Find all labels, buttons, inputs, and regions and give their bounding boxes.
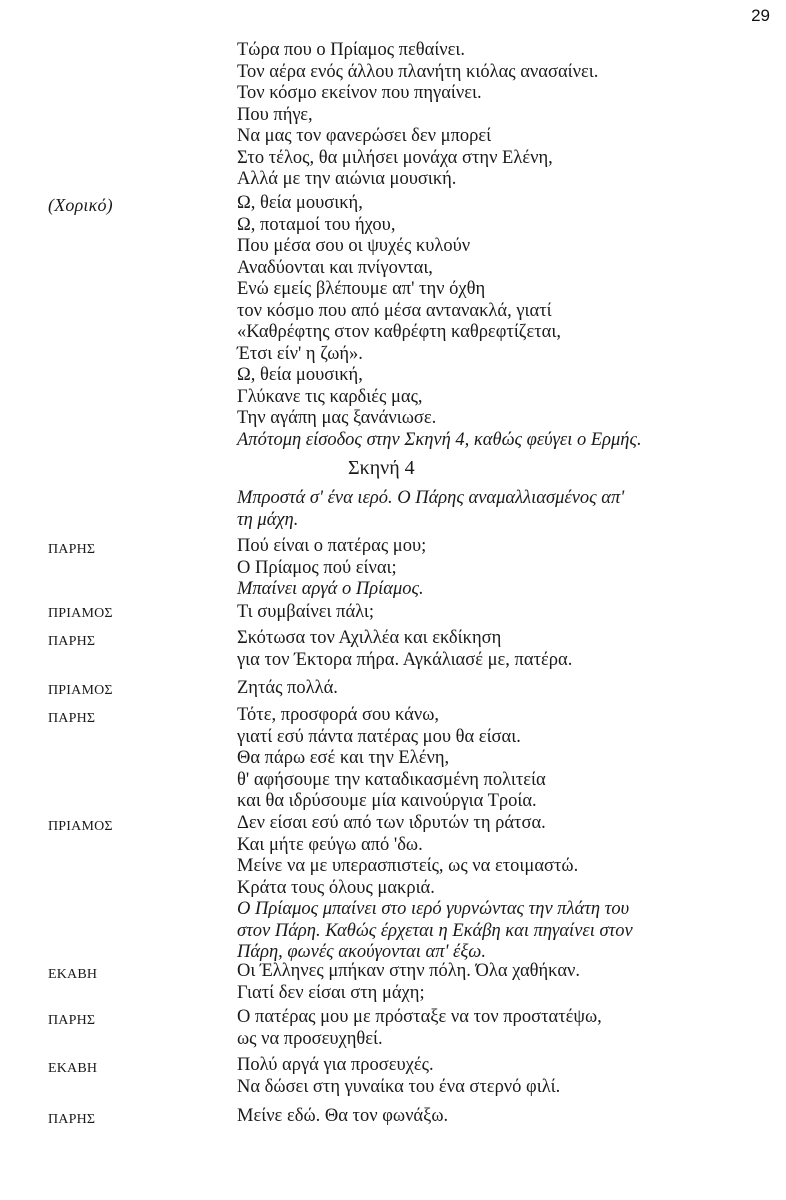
verse-line: και θα ιδρύσουμε μία καινούργια Τροία. bbox=[237, 791, 537, 811]
stage-direction-line: τη μάχη. bbox=[237, 509, 299, 530]
verse-line: Αλλά με την αιώνια μουσική. bbox=[237, 169, 457, 189]
verse-line: Γλύκανε τις καρδιές μας, bbox=[237, 386, 423, 407]
verse-line: γιατί εσύ πάντα πατέρας μου θα είσαι. bbox=[237, 726, 521, 747]
verse-line: Ω, θεία μουσική, bbox=[237, 193, 363, 213]
speaker-name: ΠΡΙΑΜΟΣ bbox=[48, 683, 113, 698]
dialogue-lines bbox=[237, 536, 426, 601]
verse-line: Να μας τον φανερώσει δεν μπορεί bbox=[237, 126, 492, 146]
speaker-name: ΠΡΙΑΜΟΣ bbox=[48, 819, 113, 834]
verse-line: Στο τέλος, θα μιλήσει μονάχα στην Ελένη, bbox=[237, 147, 553, 168]
verse-line: «Καθρέφτης στον καθρέφτη καθρεφτίζεται, bbox=[237, 322, 561, 342]
verse-line: για τον Έκτορα πήρα. Αγκάλιασέ με, πατέρα. bbox=[237, 649, 573, 670]
verse-line: Που μέσα σου οι ψυχές κυλούν bbox=[237, 236, 471, 256]
verse-line: Τον κόσμο εκείνον που πηγαίνει. bbox=[237, 83, 482, 103]
speaker-name: ΠΑΡΗΣ bbox=[48, 542, 96, 557]
verse-line: Να δώσει στη γυναίκα του ένα στερνό φιλί. bbox=[237, 1076, 561, 1097]
speaker-name: ΠΑΡΗΣ bbox=[48, 1013, 96, 1028]
verse-line: Ο Πρίαμος πού είναι; bbox=[237, 557, 397, 578]
verse-line: Μείνε εδώ. Θα τον φωνάξω. bbox=[237, 1106, 449, 1126]
dialogue-lines bbox=[237, 628, 572, 671]
dialogue-lines bbox=[237, 813, 633, 964]
verse-line: Τον αέρα ενός άλλου πλανήτη κιόλας ανασαίνει. bbox=[237, 61, 599, 82]
verse-line: Και μήτε φεύγω από 'δω. bbox=[237, 834, 423, 855]
verse-line: Ο πατέρας μου με πρόσταξε να τον προστατέψω, bbox=[237, 1007, 602, 1027]
dialogue-lines bbox=[237, 602, 374, 624]
verse-line: Γιατί δεν είσαι στη μάχη; bbox=[237, 982, 425, 1003]
speaker-name: ΠΑΡΗΣ bbox=[48, 1112, 96, 1127]
dialogue-lines bbox=[237, 705, 546, 813]
dialogue-lines bbox=[237, 961, 580, 1004]
verse-line: Σκότωσα τον Αχιλλέα και εκδίκηση bbox=[237, 628, 502, 648]
verse-line: Πολύ αργά για προσευχές. bbox=[237, 1055, 434, 1075]
dialogue-lines bbox=[237, 1055, 560, 1098]
dialogue-lines bbox=[237, 678, 338, 700]
dialogue-lines bbox=[237, 193, 642, 451]
stage-direction-line: Πάρη, φωνές ακούγονται απ' έξω. bbox=[237, 942, 486, 962]
stage-direction-line: Ο Πρίαμος μπαίνει στο ιερό γυρνώντας την πλάτη του bbox=[237, 899, 630, 919]
page-number: 29 bbox=[751, 6, 770, 25]
verse-line: Τότε, προσφορά σου κάνω, bbox=[237, 705, 440, 725]
verse-line: Που πήγε, bbox=[237, 104, 313, 125]
scene-title: Σκηνή 4 bbox=[348, 457, 415, 479]
verse-line: ως να προσευχηθεί. bbox=[237, 1028, 383, 1049]
verse-line: θ' αφήσουμε την καταδικασμένη πολιτεία bbox=[237, 769, 546, 790]
verse-line: Θα πάρω εσέ και την Ελένη, bbox=[237, 748, 450, 768]
stage-direction-line: Μπροστά σ' ένα ιερό. Ο Πάρης αναμαλλιασμένος απ' bbox=[237, 488, 625, 508]
verse-line: Πού είναι ο πατέρας μου; bbox=[237, 536, 427, 556]
dialogue-lines bbox=[237, 1106, 448, 1128]
verse-line: Την αγάπη μας ξανάνιωσε. bbox=[237, 408, 437, 428]
verse-line: Τι συμβαίνει πάλι; bbox=[237, 602, 375, 622]
verse-line: Δεν είσαι εσύ από των ιδρυτών τη ράτσα. bbox=[237, 813, 546, 833]
speaker-name: ΕΚΑΒΗ bbox=[48, 967, 98, 982]
dialogue-lines bbox=[237, 1007, 602, 1050]
verse-line: Ενώ εμείς βλέπουμε απ' την όχθη bbox=[237, 279, 486, 299]
speaker-name: ΠΡΙΑΜΟΣ bbox=[48, 606, 113, 621]
dialogue-lines bbox=[237, 40, 598, 191]
verse-line: Κράτα τους όλους μακριά. bbox=[237, 877, 435, 898]
verse-line: Έτσι είν' η ζωή». bbox=[237, 343, 363, 364]
verse-line: Ω, θεία μουσική, bbox=[237, 365, 363, 385]
verse-line: Αναδύονται και πνίγονται, bbox=[237, 257, 433, 278]
stage-direction-line: Μπαίνει αργά ο Πρίαμος. bbox=[237, 579, 424, 599]
stage-direction-line: στον Πάρη. Καθώς έρχεται η Εκάβη και πηγαίνει στον bbox=[237, 920, 633, 941]
verse-line: Μείνε να με υπερασπιστείς, ως να ετοιμαστώ. bbox=[237, 856, 579, 876]
verse-line: Οι Έλληνες μπήκαν στην πόλη. Όλα χαθήκαν. bbox=[237, 961, 581, 981]
speaker-name: ΠΑΡΗΣ bbox=[48, 634, 96, 649]
verse-line: Ω, ποταμοί του ήχου, bbox=[237, 214, 396, 235]
speaker-name: ΕΚΑΒΗ bbox=[48, 1061, 98, 1076]
speaker-name: (Χορικό) bbox=[48, 195, 113, 215]
verse-line: Ζητάς πολλά. bbox=[237, 678, 338, 698]
dialogue-lines bbox=[237, 488, 624, 531]
stage-direction-line: Απότομη είσοδος στην Σκηνή 4, καθώς φεύγει ο Ερμής. bbox=[237, 429, 642, 450]
verse-line: τον κόσμο που από μέσα αντανακλά, γιατί bbox=[237, 300, 552, 321]
speaker-name: ΠΑΡΗΣ bbox=[48, 711, 96, 726]
verse-line: Τώρα που ο Πρίαμος πεθαίνει. bbox=[237, 40, 466, 60]
